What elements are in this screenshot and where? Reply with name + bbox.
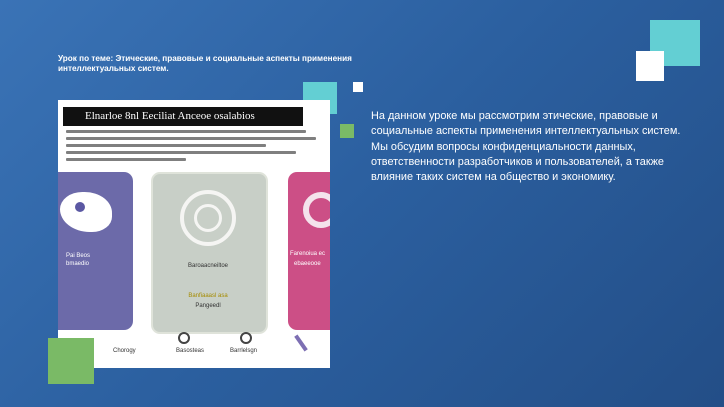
slide-illustration: [58, 100, 330, 368]
people-icon: [240, 332, 252, 344]
decor-white-square-small: [353, 82, 363, 92]
mid-panel-text-1: Baroaacneiltoe: [187, 263, 229, 269]
footer-text-1: Chorogy: [113, 348, 136, 354]
brain-icon: [194, 204, 222, 232]
decor-white-square-large: [636, 51, 664, 81]
lock-icon: [75, 202, 85, 212]
mid-panel-text-3: Pangeedl: [195, 303, 221, 309]
pen-icon: [294, 334, 308, 351]
decor-green-square-small: [340, 124, 354, 138]
footer-text-2: Basosteas: [176, 348, 205, 354]
right-panel-text-2: ebaeeooe: [294, 261, 321, 267]
scale-icon: [178, 332, 190, 344]
footer-text-3: Barrlelsgn: [230, 348, 258, 354]
right-panel-text-1: Farenoiua ec: [290, 251, 326, 257]
mid-panel-text-2: Banfiaaasl asa: [188, 293, 228, 299]
slide-description: На данном уроке мы рассмотрим этические, правовые и социальные аспекты применения интеллектуальных систем. Мы обсудим вопросы конфиденциальности данных, ответственности разработчиков и пользователей, а также влияние таких систем на общество и экономику.: [371, 110, 681, 184]
slide-title: Урок по теме: Этические, правовые и социальные аспекты применения интеллектуальных систем.: [58, 54, 352, 73]
decor-green-square-large: [48, 338, 94, 384]
illustration-header: Elnarloe 8nl Eeciliat Anceoe osalabios: [63, 107, 303, 126]
left-panel-text: Pai Beos bmaedio: [66, 253, 91, 267]
illustration-text-lines: [66, 130, 328, 165]
